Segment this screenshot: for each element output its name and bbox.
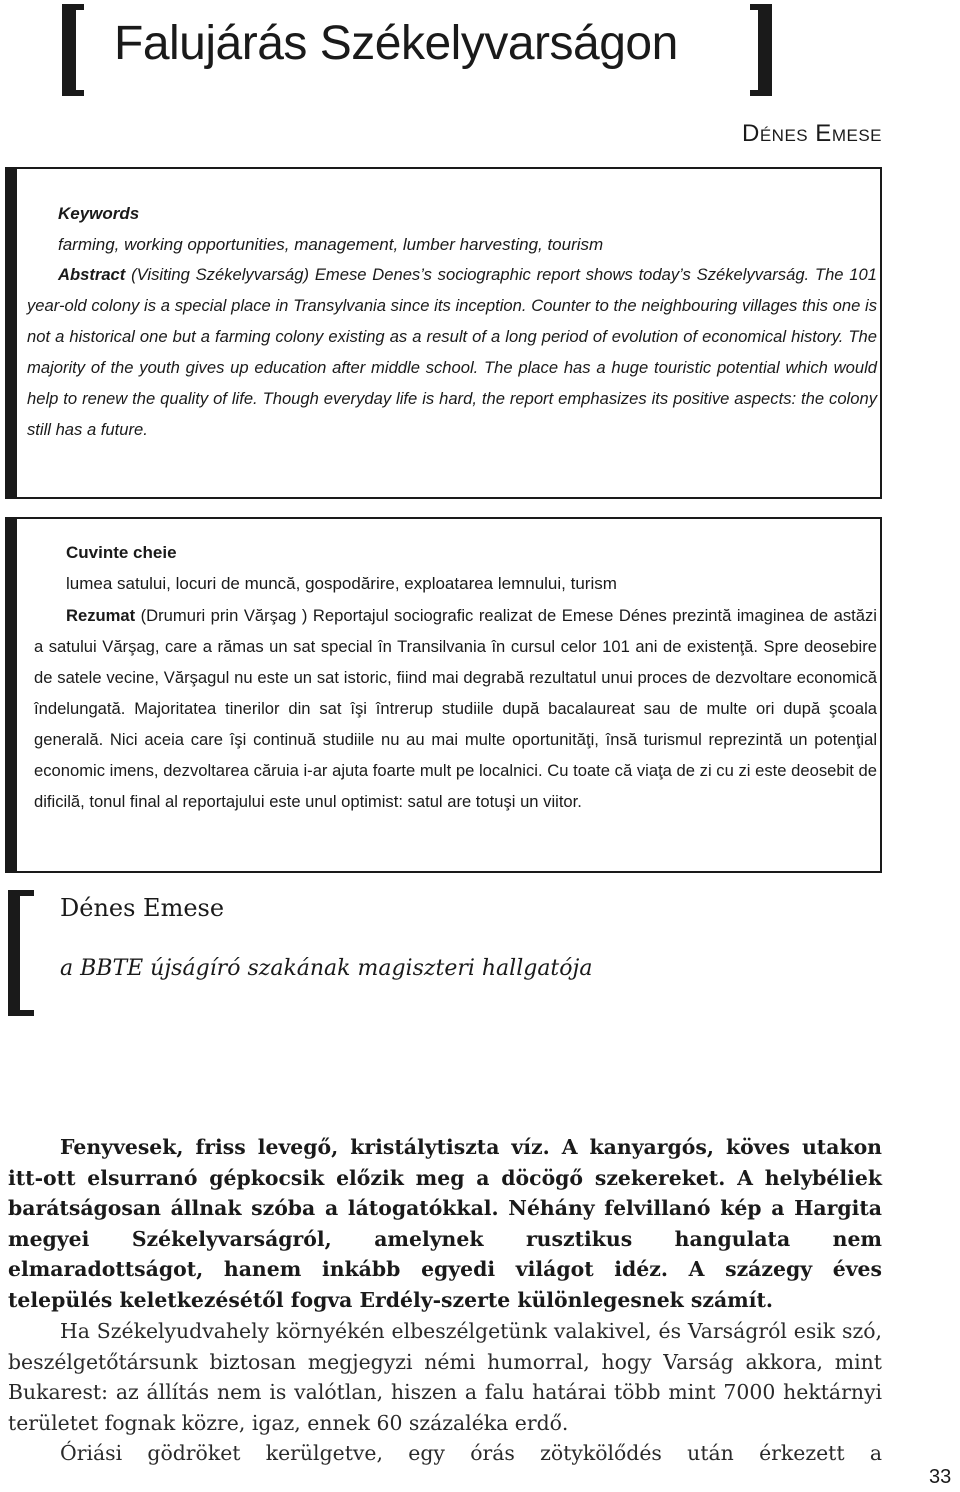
abstract-text: (Visiting Székelyvarság) Emese Denes’s sociographic report shows today’s Székelyvarság. The 101 year-old colony is a special place in Transylvania since its inception. Counter to the neighbouring villages this one is not a historical one but a farming colony existing as a result of a long period of evolution of economical history. The majority of the youth gives up education after middle school. The place has a huge touristic potential which would help to renew the quality of life. Though everyday life is hard, the report emphasizes its positive aspects: the colony still has a future. — [27, 265, 877, 439]
rezumat-label: Rezumat — [66, 606, 136, 625]
page-number: 33 — [929, 1466, 952, 1488]
keywords-text: farming, working opportunities, management, lumber harvesting, tourism — [58, 235, 604, 254]
title-block — [62, 4, 782, 100]
abstract-paragraph — [27, 259, 877, 445]
lead-paragraph — [8, 1132, 882, 1316]
abstract-label: Abstract — [58, 265, 126, 284]
title-bracket-left — [62, 4, 84, 96]
title-bracket-right — [750, 4, 772, 96]
rezumat-paragraph — [34, 600, 877, 817]
english-abstract-box — [5, 167, 882, 499]
lead-text: Fenyvesek, friss levegő, kristálytiszta víz. A kanyargós, köves utakon itt-ott elsurranó gépkocsik előzik meg a döcögő szekereket. A helybéliek barátságosan állnak szóba a látogatókkal. Néhány felvillanó kép a Hargita megyei Székelyvarságról, amelynek rusztikus hangulata nem elmaradottságot, hanem inkább egyedi világot idéz. A százegy éves település keletkezésétől fogva Erdély-szerte különlegesnek számít. — [8, 1135, 882, 1312]
keywords-heading: Keywords — [58, 204, 140, 223]
article-title: Falujárás Székelyvarságon — [114, 17, 678, 70]
body-paragraph-1 — [8, 1316, 882, 1438]
bio-author-name: Dénes Emese — [60, 894, 225, 922]
cuvinte-cheie-heading: Cuvinte cheie — [66, 543, 177, 562]
body-paragraph-1-text: Ha Székelyudvahely környékén elbeszélgetünk valakivel, és Varságról esik szó, beszélgetőtársunk biztosan megjegyzi némi humorral, hogy Varság akkora, mint Bukarest: az állítás nem is valótlan, hiszen a falu határai több mint 7000 hektárnyi területet fognak közre, igaz, ennek 60 százaléka erdő. — [8, 1319, 882, 1435]
romanian-abstract-box — [5, 517, 882, 873]
body-paragraph-2 — [8, 1438, 882, 1469]
author-header: Dénes Emese — [742, 120, 882, 147]
cuvinte-cheie-text: lumea satului, locuri de muncă, gospodărire, exploatarea lemnului, turism — [66, 574, 617, 593]
rezumat-text: (Drumuri prin Vărşag ) Reportajul sociografic realizat de Emese Dénes prezintă imaginea de astăzi a satului Vărşag, care a rămas un sat special în Transilvania în cursul celor 101 ani de existenţă. Spre deosebire de satele vecine, Vărşagul nu este un sat istoric, fiind mai degrabă rezultatul unui proces de dezvoltare economică îndelungată. Majoritatea tinerilor din sat îşi întrerup studiile după bacalaureat sau de multe ori după şcoala generală. Nici aceia care îşi continuă studiile nu au mai multe oportunităţi, însă turismul reprezintă un potenţial economic imens, dezvoltarea căruia i-ar ajuta foarte mult pe localnici. Cu toate că viaţa de zi cu zi este deosebit de dificilă, tonul final al reportajului este unul optimist: satul are totuşi un viitor. — [34, 606, 877, 811]
bio-bracket — [8, 890, 34, 1016]
bio-author-role: a BBTE újságíró szakának magiszteri hallgatója — [60, 956, 593, 981]
body-paragraph-2-text: Óriási gödröket kerülgetve, egy órás zötykölődés után érkezett a — [60, 1441, 882, 1465]
